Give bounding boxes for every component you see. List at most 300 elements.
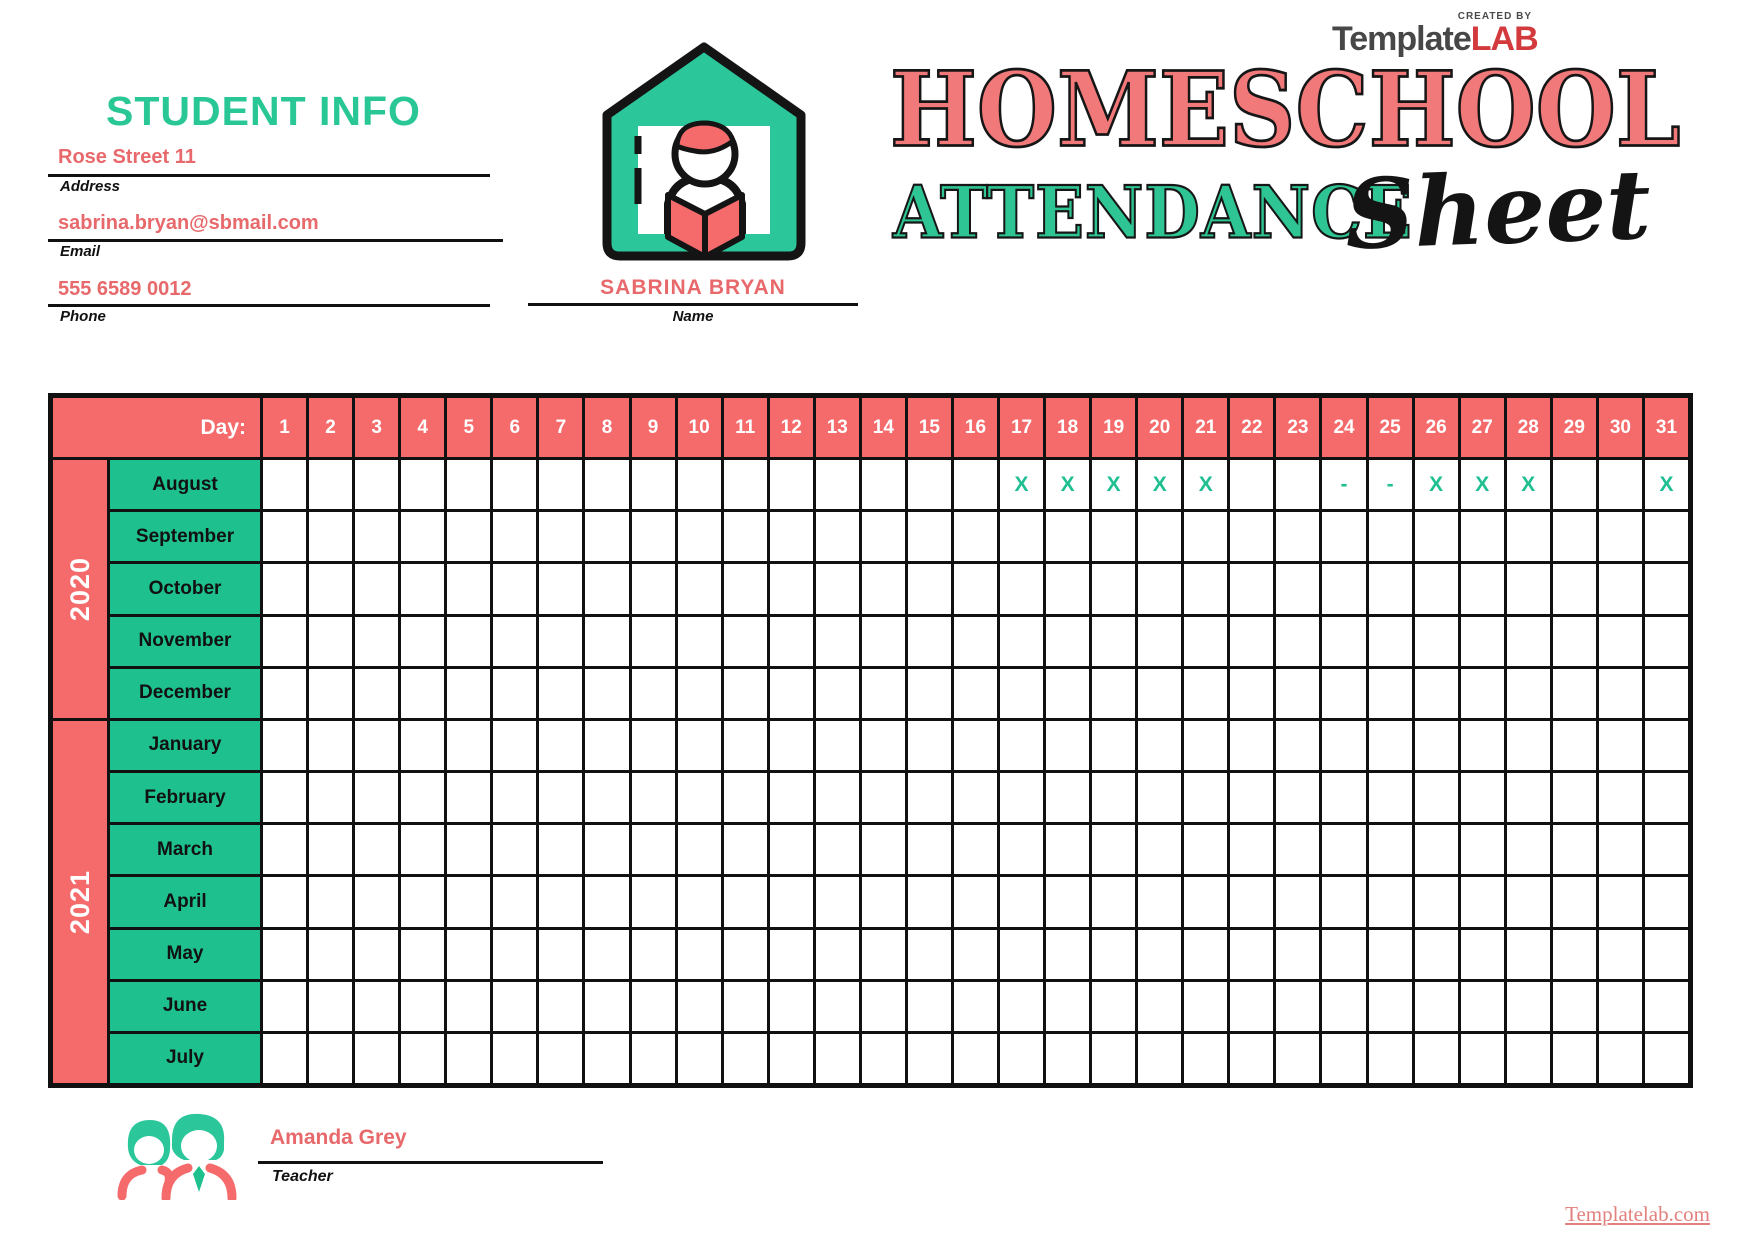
attendance-cell-july-5[interactable] — [447, 1034, 490, 1083]
attendance-cell-december-14[interactable] — [862, 669, 905, 718]
attendance-cell-june-23[interactable] — [1276, 982, 1319, 1031]
attendance-cell-august-15[interactable] — [908, 460, 951, 509]
attendance-cell-november-5[interactable] — [447, 617, 490, 666]
attendance-cell-october-7[interactable] — [539, 564, 582, 613]
attendance-cell-june-17[interactable] — [1000, 982, 1043, 1031]
attendance-cell-september-9[interactable] — [632, 512, 675, 561]
attendance-cell-may-11[interactable] — [724, 930, 767, 979]
attendance-cell-september-26[interactable] — [1415, 512, 1458, 561]
attendance-cell-october-3[interactable] — [355, 564, 398, 613]
attendance-cell-september-31[interactable] — [1645, 512, 1688, 561]
attendance-cell-october-6[interactable] — [493, 564, 536, 613]
attendance-cell-march-20[interactable] — [1138, 825, 1181, 874]
attendance-cell-march-6[interactable] — [493, 825, 536, 874]
phone-field[interactable]: 555 6589 0012 — [58, 278, 192, 300]
attendance-cell-november-30[interactable] — [1599, 617, 1642, 666]
attendance-cell-may-1[interactable] — [263, 930, 306, 979]
attendance-cell-october-5[interactable] — [447, 564, 490, 613]
attendance-cell-may-18[interactable] — [1046, 930, 1089, 979]
attendance-cell-november-13[interactable] — [816, 617, 859, 666]
attendance-cell-may-17[interactable] — [1000, 930, 1043, 979]
attendance-cell-may-31[interactable] — [1645, 930, 1688, 979]
attendance-cell-may-26[interactable] — [1415, 930, 1458, 979]
attendance-cell-june-18[interactable] — [1046, 982, 1089, 1031]
attendance-cell-february-21[interactable] — [1184, 773, 1227, 822]
attendance-cell-april-25[interactable] — [1369, 877, 1412, 926]
attendance-cell-september-18[interactable] — [1046, 512, 1089, 561]
attendance-cell-september-30[interactable] — [1599, 512, 1642, 561]
attendance-cell-october-28[interactable] — [1507, 564, 1550, 613]
attendance-cell-march-17[interactable] — [1000, 825, 1043, 874]
attendance-cell-december-6[interactable] — [493, 669, 536, 718]
attendance-cell-may-20[interactable] — [1138, 930, 1181, 979]
attendance-cell-april-26[interactable] — [1415, 877, 1458, 926]
attendance-cell-february-10[interactable] — [678, 773, 721, 822]
attendance-cell-october-12[interactable] — [770, 564, 813, 613]
attendance-cell-september-12[interactable] — [770, 512, 813, 561]
attendance-cell-october-30[interactable] — [1599, 564, 1642, 613]
attendance-cell-march-3[interactable] — [355, 825, 398, 874]
attendance-cell-november-21[interactable] — [1184, 617, 1227, 666]
attendance-cell-october-2[interactable] — [309, 564, 352, 613]
attendance-cell-june-29[interactable] — [1553, 982, 1596, 1031]
attendance-cell-february-16[interactable] — [954, 773, 997, 822]
attendance-cell-october-18[interactable] — [1046, 564, 1089, 613]
attendance-cell-february-26[interactable] — [1415, 773, 1458, 822]
attendance-cell-january-26[interactable] — [1415, 721, 1458, 770]
attendance-cell-july-22[interactable] — [1230, 1034, 1273, 1083]
templatelab-link[interactable]: Templatelab.com — [1565, 1202, 1710, 1226]
attendance-cell-june-27[interactable] — [1461, 982, 1504, 1031]
attendance-cell-june-7[interactable] — [539, 982, 582, 1031]
attendance-cell-november-3[interactable] — [355, 617, 398, 666]
attendance-cell-december-13[interactable] — [816, 669, 859, 718]
attendance-cell-september-24[interactable] — [1322, 512, 1365, 561]
attendance-cell-may-12[interactable] — [770, 930, 813, 979]
attendance-cell-april-7[interactable] — [539, 877, 582, 926]
attendance-cell-january-31[interactable] — [1645, 721, 1688, 770]
attendance-cell-march-11[interactable] — [724, 825, 767, 874]
attendance-cell-december-17[interactable] — [1000, 669, 1043, 718]
attendance-cell-january-4[interactable] — [401, 721, 444, 770]
attendance-cell-june-21[interactable] — [1184, 982, 1227, 1031]
attendance-cell-september-13[interactable] — [816, 512, 859, 561]
attendance-cell-april-14[interactable] — [862, 877, 905, 926]
attendance-cell-june-19[interactable] — [1092, 982, 1135, 1031]
attendance-cell-november-12[interactable] — [770, 617, 813, 666]
attendance-cell-december-31[interactable] — [1645, 669, 1688, 718]
attendance-cell-july-29[interactable] — [1553, 1034, 1596, 1083]
attendance-cell-november-6[interactable] — [493, 617, 536, 666]
attendance-cell-june-3[interactable] — [355, 982, 398, 1031]
attendance-cell-june-4[interactable] — [401, 982, 444, 1031]
attendance-cell-december-7[interactable] — [539, 669, 582, 718]
attendance-cell-april-30[interactable] — [1599, 877, 1642, 926]
attendance-cell-december-16[interactable] — [954, 669, 997, 718]
attendance-cell-december-29[interactable] — [1553, 669, 1596, 718]
attendance-cell-march-4[interactable] — [401, 825, 444, 874]
attendance-cell-march-26[interactable] — [1415, 825, 1458, 874]
attendance-cell-march-5[interactable] — [447, 825, 490, 874]
attendance-cell-february-8[interactable] — [585, 773, 628, 822]
attendance-cell-may-8[interactable] — [585, 930, 628, 979]
attendance-cell-june-8[interactable] — [585, 982, 628, 1031]
attendance-cell-august-16[interactable] — [954, 460, 997, 509]
attendance-cell-september-29[interactable] — [1553, 512, 1596, 561]
attendance-cell-august-30[interactable] — [1599, 460, 1642, 509]
attendance-cell-january-9[interactable] — [632, 721, 675, 770]
attendance-cell-november-22[interactable] — [1230, 617, 1273, 666]
attendance-cell-august-12[interactable] — [770, 460, 813, 509]
attendance-cell-august-29[interactable] — [1553, 460, 1596, 509]
attendance-cell-november-4[interactable] — [401, 617, 444, 666]
attendance-cell-june-25[interactable] — [1369, 982, 1412, 1031]
name-field[interactable]: SABRINA BRYAN — [600, 276, 786, 299]
attendance-cell-january-2[interactable] — [309, 721, 352, 770]
attendance-cell-october-8[interactable] — [585, 564, 628, 613]
attendance-cell-april-2[interactable] — [309, 877, 352, 926]
attendance-cell-april-8[interactable] — [585, 877, 628, 926]
attendance-cell-october-24[interactable] — [1322, 564, 1365, 613]
attendance-cell-march-15[interactable] — [908, 825, 951, 874]
attendance-cell-november-28[interactable] — [1507, 617, 1550, 666]
attendance-cell-september-14[interactable] — [862, 512, 905, 561]
attendance-cell-january-15[interactable] — [908, 721, 951, 770]
attendance-cell-february-6[interactable] — [493, 773, 536, 822]
attendance-cell-august-1[interactable] — [263, 460, 306, 509]
attendance-cell-march-21[interactable] — [1184, 825, 1227, 874]
attendance-cell-january-27[interactable] — [1461, 721, 1504, 770]
attendance-cell-may-28[interactable] — [1507, 930, 1550, 979]
attendance-cell-december-9[interactable] — [632, 669, 675, 718]
attendance-cell-august-18[interactable]: X — [1046, 460, 1089, 509]
attendance-cell-march-27[interactable] — [1461, 825, 1504, 874]
attendance-cell-january-11[interactable] — [724, 721, 767, 770]
attendance-cell-september-20[interactable] — [1138, 512, 1181, 561]
attendance-cell-april-6[interactable] — [493, 877, 536, 926]
attendance-cell-july-11[interactable] — [724, 1034, 767, 1083]
attendance-cell-november-1[interactable] — [263, 617, 306, 666]
attendance-cell-june-14[interactable] — [862, 982, 905, 1031]
attendance-cell-july-6[interactable] — [493, 1034, 536, 1083]
attendance-cell-december-22[interactable] — [1230, 669, 1273, 718]
attendance-cell-february-20[interactable] — [1138, 773, 1181, 822]
attendance-cell-august-2[interactable] — [309, 460, 352, 509]
attendance-cell-august-27[interactable]: X — [1461, 460, 1504, 509]
attendance-cell-march-9[interactable] — [632, 825, 675, 874]
attendance-cell-september-17[interactable] — [1000, 512, 1043, 561]
attendance-cell-february-25[interactable] — [1369, 773, 1412, 822]
attendance-cell-january-28[interactable] — [1507, 721, 1550, 770]
attendance-cell-june-20[interactable] — [1138, 982, 1181, 1031]
attendance-cell-february-17[interactable] — [1000, 773, 1043, 822]
attendance-cell-october-14[interactable] — [862, 564, 905, 613]
attendance-cell-february-19[interactable] — [1092, 773, 1135, 822]
attendance-cell-july-7[interactable] — [539, 1034, 582, 1083]
attendance-cell-july-30[interactable] — [1599, 1034, 1642, 1083]
attendance-cell-september-15[interactable] — [908, 512, 951, 561]
attendance-cell-april-15[interactable] — [908, 877, 951, 926]
attendance-cell-june-30[interactable] — [1599, 982, 1642, 1031]
attendance-cell-december-3[interactable] — [355, 669, 398, 718]
attendance-cell-april-29[interactable] — [1553, 877, 1596, 926]
attendance-cell-january-21[interactable] — [1184, 721, 1227, 770]
attendance-cell-august-22[interactable] — [1230, 460, 1273, 509]
attendance-cell-april-10[interactable] — [678, 877, 721, 926]
attendance-cell-july-28[interactable] — [1507, 1034, 1550, 1083]
attendance-cell-november-31[interactable] — [1645, 617, 1688, 666]
attendance-cell-july-10[interactable] — [678, 1034, 721, 1083]
attendance-cell-november-23[interactable] — [1276, 617, 1319, 666]
attendance-cell-april-27[interactable] — [1461, 877, 1504, 926]
attendance-cell-march-12[interactable] — [770, 825, 813, 874]
attendance-cell-august-11[interactable] — [724, 460, 767, 509]
attendance-cell-october-31[interactable] — [1645, 564, 1688, 613]
attendance-cell-march-30[interactable] — [1599, 825, 1642, 874]
attendance-cell-september-10[interactable] — [678, 512, 721, 561]
attendance-cell-april-31[interactable] — [1645, 877, 1688, 926]
attendance-cell-october-9[interactable] — [632, 564, 675, 613]
attendance-cell-july-21[interactable] — [1184, 1034, 1227, 1083]
attendance-cell-january-13[interactable] — [816, 721, 859, 770]
attendance-cell-january-10[interactable] — [678, 721, 721, 770]
attendance-cell-august-14[interactable] — [862, 460, 905, 509]
attendance-cell-june-13[interactable] — [816, 982, 859, 1031]
attendance-cell-july-2[interactable] — [309, 1034, 352, 1083]
attendance-cell-september-5[interactable] — [447, 512, 490, 561]
attendance-cell-april-22[interactable] — [1230, 877, 1273, 926]
attendance-cell-november-2[interactable] — [309, 617, 352, 666]
attendance-cell-august-6[interactable] — [493, 460, 536, 509]
attendance-cell-july-26[interactable] — [1415, 1034, 1458, 1083]
attendance-cell-may-13[interactable] — [816, 930, 859, 979]
attendance-cell-september-23[interactable] — [1276, 512, 1319, 561]
attendance-cell-december-25[interactable] — [1369, 669, 1412, 718]
attendance-cell-september-28[interactable] — [1507, 512, 1550, 561]
attendance-cell-may-6[interactable] — [493, 930, 536, 979]
attendance-cell-october-22[interactable] — [1230, 564, 1273, 613]
attendance-cell-december-12[interactable] — [770, 669, 813, 718]
attendance-cell-january-29[interactable] — [1553, 721, 1596, 770]
attendance-cell-july-24[interactable] — [1322, 1034, 1365, 1083]
attendance-cell-march-29[interactable] — [1553, 825, 1596, 874]
address-field[interactable]: Rose Street 11 — [58, 146, 196, 168]
attendance-cell-february-11[interactable] — [724, 773, 767, 822]
attendance-cell-august-8[interactable] — [585, 460, 628, 509]
attendance-cell-november-27[interactable] — [1461, 617, 1504, 666]
attendance-cell-january-22[interactable] — [1230, 721, 1273, 770]
attendance-cell-may-30[interactable] — [1599, 930, 1642, 979]
attendance-cell-march-25[interactable] — [1369, 825, 1412, 874]
attendance-cell-january-16[interactable] — [954, 721, 997, 770]
attendance-cell-january-30[interactable] — [1599, 721, 1642, 770]
attendance-cell-november-17[interactable] — [1000, 617, 1043, 666]
attendance-cell-november-11[interactable] — [724, 617, 767, 666]
attendance-cell-march-14[interactable] — [862, 825, 905, 874]
attendance-cell-april-24[interactable] — [1322, 877, 1365, 926]
attendance-cell-june-5[interactable] — [447, 982, 490, 1031]
attendance-cell-september-21[interactable] — [1184, 512, 1227, 561]
attendance-cell-april-21[interactable] — [1184, 877, 1227, 926]
attendance-cell-july-16[interactable] — [954, 1034, 997, 1083]
attendance-cell-november-10[interactable] — [678, 617, 721, 666]
attendance-cell-may-14[interactable] — [862, 930, 905, 979]
attendance-cell-october-26[interactable] — [1415, 564, 1458, 613]
attendance-cell-march-24[interactable] — [1322, 825, 1365, 874]
attendance-cell-june-31[interactable] — [1645, 982, 1688, 1031]
attendance-cell-december-18[interactable] — [1046, 669, 1089, 718]
attendance-cell-december-15[interactable] — [908, 669, 951, 718]
attendance-cell-july-23[interactable] — [1276, 1034, 1319, 1083]
attendance-cell-september-27[interactable] — [1461, 512, 1504, 561]
attendance-cell-october-19[interactable] — [1092, 564, 1135, 613]
attendance-cell-august-9[interactable] — [632, 460, 675, 509]
attendance-cell-april-5[interactable] — [447, 877, 490, 926]
attendance-cell-march-18[interactable] — [1046, 825, 1089, 874]
attendance-cell-february-7[interactable] — [539, 773, 582, 822]
attendance-cell-august-7[interactable] — [539, 460, 582, 509]
attendance-cell-september-11[interactable] — [724, 512, 767, 561]
attendance-cell-may-23[interactable] — [1276, 930, 1319, 979]
attendance-cell-august-28[interactable]: X — [1507, 460, 1550, 509]
attendance-cell-october-27[interactable] — [1461, 564, 1504, 613]
attendance-cell-june-11[interactable] — [724, 982, 767, 1031]
attendance-cell-january-19[interactable] — [1092, 721, 1135, 770]
attendance-cell-august-13[interactable] — [816, 460, 859, 509]
attendance-cell-august-24[interactable]: - — [1322, 460, 1365, 509]
attendance-cell-june-26[interactable] — [1415, 982, 1458, 1031]
attendance-cell-july-13[interactable] — [816, 1034, 859, 1083]
attendance-cell-october-16[interactable] — [954, 564, 997, 613]
attendance-cell-may-21[interactable] — [1184, 930, 1227, 979]
attendance-cell-november-15[interactable] — [908, 617, 951, 666]
attendance-cell-march-23[interactable] — [1276, 825, 1319, 874]
attendance-cell-august-5[interactable] — [447, 460, 490, 509]
attendance-cell-january-12[interactable] — [770, 721, 813, 770]
attendance-cell-september-6[interactable] — [493, 512, 536, 561]
attendance-cell-october-10[interactable] — [678, 564, 721, 613]
attendance-cell-february-3[interactable] — [355, 773, 398, 822]
attendance-cell-september-19[interactable] — [1092, 512, 1135, 561]
attendance-cell-august-20[interactable]: X — [1138, 460, 1181, 509]
attendance-cell-march-22[interactable] — [1230, 825, 1273, 874]
attendance-cell-september-22[interactable] — [1230, 512, 1273, 561]
attendance-cell-july-18[interactable] — [1046, 1034, 1089, 1083]
attendance-cell-october-13[interactable] — [816, 564, 859, 613]
attendance-cell-july-19[interactable] — [1092, 1034, 1135, 1083]
attendance-cell-december-20[interactable] — [1138, 669, 1181, 718]
attendance-cell-february-14[interactable] — [862, 773, 905, 822]
attendance-cell-april-16[interactable] — [954, 877, 997, 926]
attendance-cell-january-1[interactable] — [263, 721, 306, 770]
attendance-cell-march-8[interactable] — [585, 825, 628, 874]
attendance-cell-january-25[interactable] — [1369, 721, 1412, 770]
email-field[interactable]: sabrina.bryan@sbmail.com — [58, 212, 319, 234]
attendance-cell-july-27[interactable] — [1461, 1034, 1504, 1083]
attendance-cell-june-24[interactable] — [1322, 982, 1365, 1031]
attendance-cell-december-8[interactable] — [585, 669, 628, 718]
attendance-cell-may-15[interactable] — [908, 930, 951, 979]
attendance-cell-march-28[interactable] — [1507, 825, 1550, 874]
attendance-cell-april-20[interactable] — [1138, 877, 1181, 926]
attendance-cell-january-3[interactable] — [355, 721, 398, 770]
attendance-cell-february-31[interactable] — [1645, 773, 1688, 822]
attendance-cell-december-10[interactable] — [678, 669, 721, 718]
attendance-cell-august-23[interactable] — [1276, 460, 1319, 509]
attendance-cell-october-15[interactable] — [908, 564, 951, 613]
attendance-cell-june-6[interactable] — [493, 982, 536, 1031]
attendance-cell-march-10[interactable] — [678, 825, 721, 874]
attendance-cell-december-30[interactable] — [1599, 669, 1642, 718]
attendance-cell-december-24[interactable] — [1322, 669, 1365, 718]
attendance-cell-january-7[interactable] — [539, 721, 582, 770]
attendance-cell-july-3[interactable] — [355, 1034, 398, 1083]
attendance-cell-january-17[interactable] — [1000, 721, 1043, 770]
attendance-cell-november-9[interactable] — [632, 617, 675, 666]
attendance-cell-september-3[interactable] — [355, 512, 398, 561]
attendance-cell-march-19[interactable] — [1092, 825, 1135, 874]
attendance-cell-november-20[interactable] — [1138, 617, 1181, 666]
attendance-cell-february-30[interactable] — [1599, 773, 1642, 822]
attendance-cell-february-1[interactable] — [263, 773, 306, 822]
attendance-cell-june-28[interactable] — [1507, 982, 1550, 1031]
attendance-cell-november-18[interactable] — [1046, 617, 1089, 666]
attendance-cell-december-2[interactable] — [309, 669, 352, 718]
attendance-cell-june-15[interactable] — [908, 982, 951, 1031]
attendance-cell-may-7[interactable] — [539, 930, 582, 979]
attendance-cell-august-10[interactable] — [678, 460, 721, 509]
attendance-cell-april-3[interactable] — [355, 877, 398, 926]
attendance-cell-january-23[interactable] — [1276, 721, 1319, 770]
attendance-cell-october-4[interactable] — [401, 564, 444, 613]
attendance-cell-april-1[interactable] — [263, 877, 306, 926]
attendance-cell-august-25[interactable]: - — [1369, 460, 1412, 509]
attendance-cell-september-8[interactable] — [585, 512, 628, 561]
attendance-cell-may-27[interactable] — [1461, 930, 1504, 979]
attendance-cell-november-8[interactable] — [585, 617, 628, 666]
attendance-cell-january-6[interactable] — [493, 721, 536, 770]
attendance-cell-july-20[interactable] — [1138, 1034, 1181, 1083]
attendance-cell-may-24[interactable] — [1322, 930, 1365, 979]
attendance-cell-november-19[interactable] — [1092, 617, 1135, 666]
attendance-cell-december-4[interactable] — [401, 669, 444, 718]
attendance-cell-august-4[interactable] — [401, 460, 444, 509]
attendance-cell-january-18[interactable] — [1046, 721, 1089, 770]
attendance-cell-december-23[interactable] — [1276, 669, 1319, 718]
attendance-cell-september-25[interactable] — [1369, 512, 1412, 561]
attendance-cell-october-29[interactable] — [1553, 564, 1596, 613]
attendance-cell-december-28[interactable] — [1507, 669, 1550, 718]
attendance-cell-december-11[interactable] — [724, 669, 767, 718]
attendance-cell-august-21[interactable]: X — [1184, 460, 1227, 509]
attendance-cell-september-16[interactable] — [954, 512, 997, 561]
attendance-cell-december-26[interactable] — [1415, 669, 1458, 718]
attendance-cell-february-24[interactable] — [1322, 773, 1365, 822]
attendance-cell-may-22[interactable] — [1230, 930, 1273, 979]
attendance-cell-april-4[interactable] — [401, 877, 444, 926]
attendance-cell-july-4[interactable] — [401, 1034, 444, 1083]
attendance-cell-november-16[interactable] — [954, 617, 997, 666]
attendance-cell-october-11[interactable] — [724, 564, 767, 613]
attendance-cell-july-25[interactable] — [1369, 1034, 1412, 1083]
attendance-cell-march-13[interactable] — [816, 825, 859, 874]
attendance-cell-february-27[interactable] — [1461, 773, 1504, 822]
teacher-field[interactable]: Amanda Grey — [270, 1126, 407, 1149]
attendance-cell-january-24[interactable] — [1322, 721, 1365, 770]
attendance-cell-april-23[interactable] — [1276, 877, 1319, 926]
attendance-cell-april-13[interactable] — [816, 877, 859, 926]
attendance-cell-june-10[interactable] — [678, 982, 721, 1031]
